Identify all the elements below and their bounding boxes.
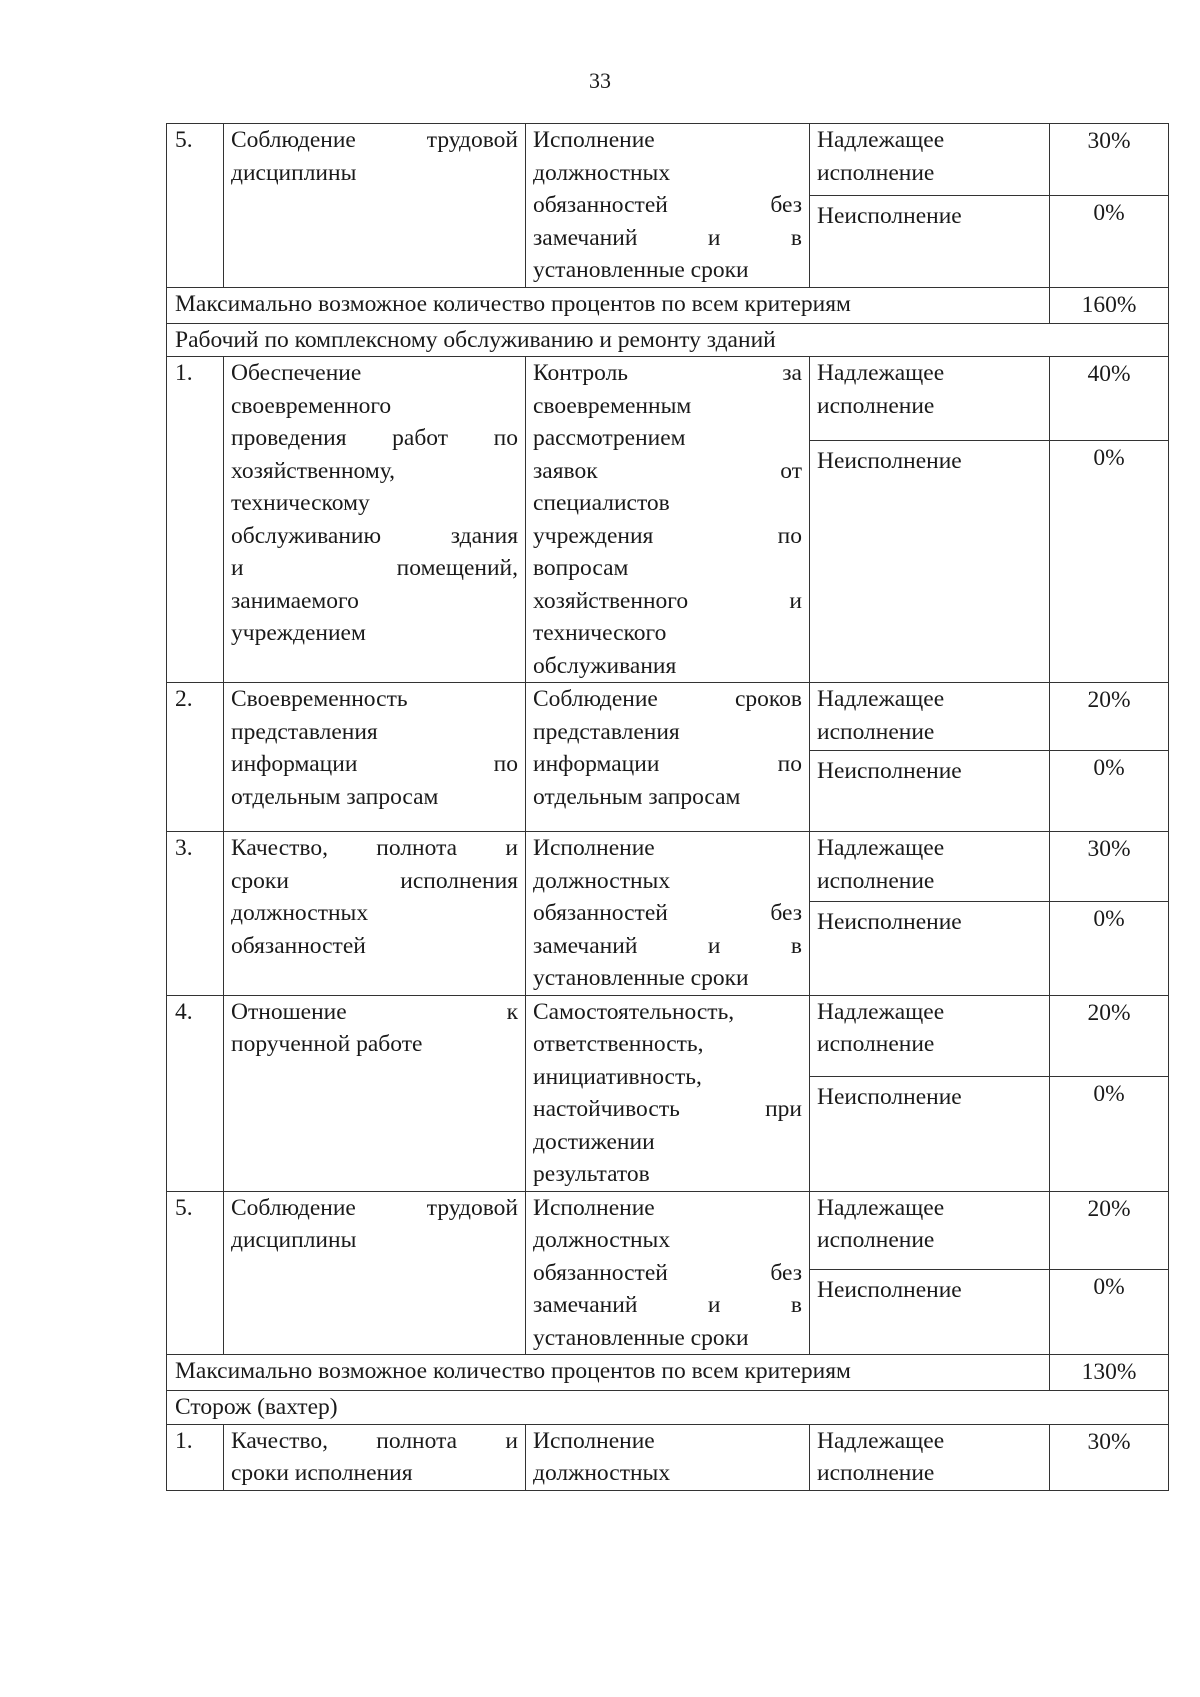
cell-line: Качество, полнота и [231, 835, 518, 861]
grade-failure-percent: 0% [1050, 1076, 1169, 1191]
cell-line: Исполнение [533, 1194, 655, 1221]
criterion-number: 1. [167, 357, 224, 683]
grade-failure: Неисполнение [810, 1270, 1050, 1355]
total-label: Максимально возможное количество процентов по всем критериям [167, 287, 1050, 323]
cell-line: отдельным запросам [231, 783, 439, 810]
grade-proper-percent: 30% [1050, 832, 1169, 902]
total-row [167, 287, 1169, 323]
cell-line: должностных [231, 900, 369, 926]
criterion-row [167, 995, 1169, 1076]
cell-line: технического [533, 620, 667, 646]
cell-line: сроки исполнения [231, 1460, 413, 1486]
cell-line: обязанностей [231, 932, 366, 959]
grade-proper-percent: 30% [1050, 1424, 1169, 1490]
total-row [167, 1355, 1169, 1391]
cell-line: результатов [533, 1161, 650, 1187]
cell-line: Соблюдение трудовой [231, 1194, 518, 1221]
grade-proper: Надлежащее исполнение [810, 832, 1050, 902]
cell-line: Соблюдение трудовой [231, 127, 518, 153]
cell-line: отдельным запросам [533, 783, 741, 810]
cell-line: сроки исполнения [231, 867, 518, 894]
cell-line: информации по [533, 751, 802, 777]
criterion-name [224, 995, 526, 1191]
cell-line: обязанностей без [533, 1259, 802, 1286]
cell-line: дисциплины [231, 159, 357, 186]
criterion-name [224, 357, 526, 683]
criterion-indicator [526, 832, 810, 996]
grade-failure-percent: 0% [1050, 751, 1169, 832]
grade-failure: Неисполнение [810, 901, 1050, 995]
cell-line: настойчивость при [533, 1096, 802, 1122]
cell-line: Контроль за [533, 360, 802, 386]
criterion-indicator [526, 124, 810, 288]
criterion-row [167, 124, 1169, 196]
cell-line: замечаний и в [533, 932, 802, 959]
cell-line: и помещений, [231, 555, 518, 581]
cell-line: своевременного [231, 392, 392, 419]
criterion-row [167, 357, 1169, 441]
criterion-name [224, 1191, 526, 1355]
cell-line: учреждением [231, 620, 366, 646]
section-title: Рабочий по комплексному обслуживанию и ремонту зданий [167, 323, 1169, 357]
criterion-name [224, 683, 526, 832]
cell-line: обслуживания [533, 652, 677, 679]
cell-line: замечаний и в [533, 1292, 802, 1318]
criterion-number: 5. [167, 124, 224, 288]
cell-line: хозяйственного и [533, 587, 802, 614]
grade-failure: Неисполнение [810, 751, 1050, 832]
grade-proper: Надлежащее исполнение [810, 683, 1050, 751]
criterion-number: 1. [167, 1424, 224, 1490]
criterion-indicator [526, 683, 810, 832]
grade-proper: Надлежащее исполнение [810, 1191, 1050, 1270]
cell-line: Соблюдение сроков [533, 686, 802, 712]
criterion-row [167, 832, 1169, 902]
grade-failure: Неисполнение [810, 196, 1050, 287]
cell-line: обязанностей без [533, 900, 802, 926]
criterion-number: 3. [167, 832, 224, 996]
criterion-indicator [526, 995, 810, 1191]
grade-failure: Неисполнение [810, 440, 1050, 682]
grade-proper-percent: 40% [1050, 357, 1169, 441]
criterion-indicator [526, 357, 810, 683]
cell-line: Обеспечение [231, 360, 362, 386]
cell-line: Качество, полнота и [231, 1427, 518, 1454]
cell-line: занимаемого [231, 587, 359, 614]
section-header-row [167, 1391, 1169, 1425]
total-value: 160% [1050, 287, 1169, 323]
cell-line: вопросам [533, 555, 629, 581]
cell-line: обслуживанию здания [231, 522, 518, 549]
total-value: 130% [1050, 1355, 1169, 1391]
cell-line: Своевременность [231, 686, 408, 712]
cell-line: Отношение к [231, 998, 518, 1025]
grade-proper-percent: 20% [1050, 995, 1169, 1076]
cell-line: замечаний и в [533, 224, 802, 251]
cell-line: установленные сроки [533, 257, 749, 283]
cell-line: должностных [533, 867, 671, 894]
criterion-name [224, 124, 526, 288]
criteria-table [166, 123, 1169, 1491]
cell-line: представления [231, 718, 378, 745]
cell-line: Исполнение [533, 835, 655, 861]
cell-line: проведения работ по [231, 425, 518, 451]
grade-failure-percent: 0% [1050, 1270, 1169, 1355]
cell-line: дисциплины [231, 1227, 357, 1253]
criterion-number: 2. [167, 683, 224, 832]
cell-line: учреждения по [533, 522, 802, 549]
criterion-indicator [526, 1191, 810, 1355]
section-title: Сторож (вахтер) [167, 1391, 1169, 1425]
section-header-row [167, 323, 1169, 357]
total-label: Максимально возможное количество процентов по всем критериям [167, 1355, 1050, 1391]
criterion-row [167, 1424, 1169, 1490]
criterion-name [224, 1424, 526, 1490]
cell-line: рассмотрением [533, 425, 686, 451]
cell-line: ответственность, [533, 1031, 704, 1057]
cell-line: техническому [231, 490, 370, 516]
cell-line: Исполнение [533, 127, 655, 153]
cell-line: представления [533, 718, 680, 745]
grade-proper: Надлежащее исполнение [810, 124, 1050, 196]
grade-failure-percent: 0% [1050, 196, 1169, 287]
grade-failure-percent: 0% [1050, 440, 1169, 682]
cell-line: достижении [533, 1128, 655, 1155]
criterion-number: 4. [167, 995, 224, 1191]
grade-proper-percent: 30% [1050, 124, 1169, 196]
criterion-row [167, 1191, 1169, 1270]
cell-line: установленные сроки [533, 965, 749, 991]
cell-line: порученной работе [231, 1031, 423, 1057]
grade-failure-percent: 0% [1050, 901, 1169, 995]
cell-line: информации по [231, 751, 518, 777]
grade-failure: Неисполнение [810, 1076, 1050, 1191]
cell-line: хозяйственному, [231, 457, 395, 484]
grade-proper-percent: 20% [1050, 1191, 1169, 1270]
criterion-number: 5. [167, 1191, 224, 1355]
grade-proper: Надлежащее исполнение [810, 995, 1050, 1076]
cell-line: своевременным [533, 392, 692, 419]
page-number: 33 [589, 68, 611, 93]
cell-line: специалистов [533, 490, 670, 516]
grade-proper-percent: 20% [1050, 683, 1169, 751]
cell-line: должностных [533, 1460, 671, 1486]
cell-line: обязанностей без [533, 192, 802, 218]
cell-line: Исполнение [533, 1427, 655, 1454]
cell-line: установленные сроки [533, 1324, 749, 1351]
cell-line: должностных [533, 1227, 671, 1253]
cell-line: инициативность, [533, 1063, 702, 1090]
cell-line: должностных [533, 159, 671, 186]
cell-line: заявок от [533, 457, 802, 484]
criterion-name [224, 832, 526, 996]
grade-proper: Надлежащее исполнение [810, 1424, 1050, 1490]
criterion-indicator [526, 1424, 810, 1490]
criterion-row [167, 683, 1169, 751]
grade-proper: Надлежащее исполнение [810, 357, 1050, 441]
cell-line: Самостоятельность, [533, 998, 735, 1025]
